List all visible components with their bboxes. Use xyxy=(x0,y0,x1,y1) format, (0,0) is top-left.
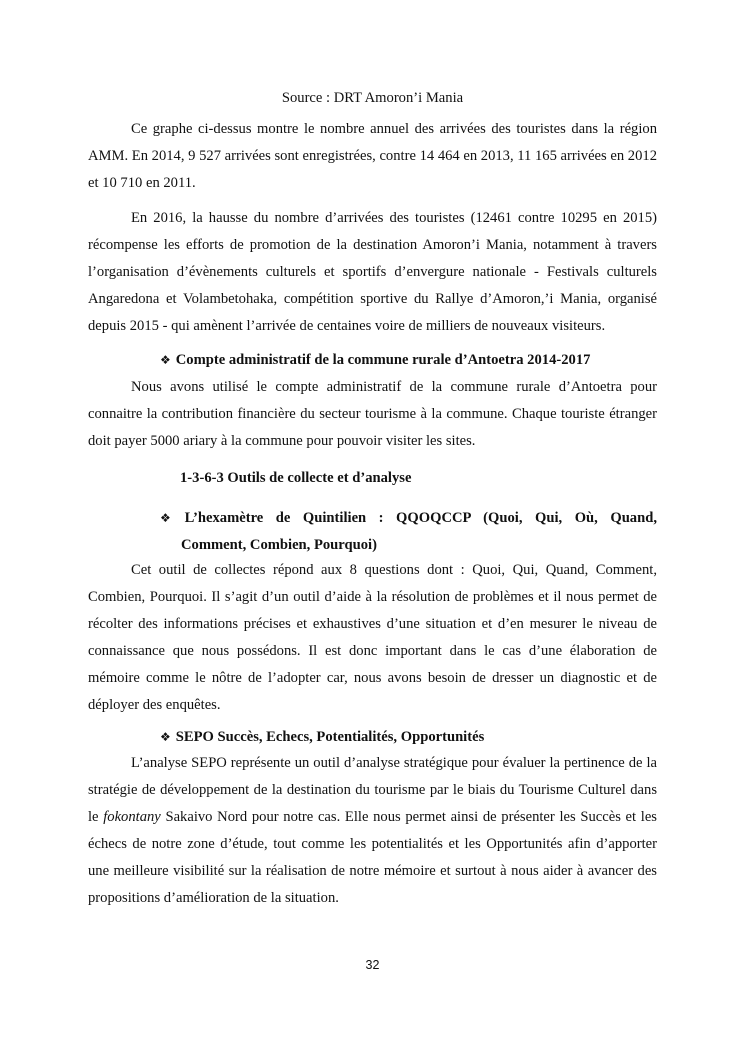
italic-term: fokontany xyxy=(103,809,161,825)
paragraph-text: Ce graphe ci-dessus montre le nombre annuel des arrivées des touristes dans la région AMM. En 2014, 9 527 arrivées sont enregistrées, contre 14 464 en 2013, 11 165 arrivées en 2012 et 10 710 en 2011. xyxy=(88,121,657,191)
paragraph-text: Nous avons utilisé le compte administratif de la commune rurale d’Antoetra pour connaitre la contribution financière du secteur tourisme à la commune. Chaque touriste étranger doit payer 5000 ariary à la commune pour pouvoir visiter les sites. xyxy=(88,379,657,449)
paragraph-qqoqccp xyxy=(88,557,657,719)
section-heading-outils: 1-3-6-3 Outils de collecte et d’analyse xyxy=(180,470,412,486)
paragraph-text: Cet outil de collectes répond aux 8 questions dont : Quoi, Qui, Quand, Comment, Combien, Pourquoi. Il s’agit d’un outil d’aide à la résolution de problèmes et il nous permet de récolter des informations précises et exhaustives d’une situation et d’en mesurer le niveau de connaissance que nous possédons. Il est donc important dans le cas d’une élaboration de mémoire comme le nôtre de l’adopter car, nous avons besoin de dresser un diagnostic et de déployer des enquêtes. xyxy=(88,562,657,713)
paragraph-text xyxy=(88,750,657,912)
paragraph-text: En 2016, la hausse du nombre d’arrivées des touristes (12461 contre 10295 en 2015) récompense les efforts de promotion de la destination Amoron’i Mania, notamment à travers l’organisation d’évènements culturels et sportifs d’envergure nationale - Festivals culturels Angaredona et Volambetohaka, compétition sportive du Rallye d’Amoron,’i Mania, organisé depuis 2015 - qui amènent l’arrivée de centaines voire de milliers de nouveaux visiteurs. xyxy=(88,210,657,334)
paragraph-sepo xyxy=(88,750,657,912)
heading-text: Compte administratif de la commune rurale d’Antoetra 2014-2017 xyxy=(175,352,591,368)
diamond-bullet-icon: ❖ xyxy=(160,511,180,525)
heading-line-1 xyxy=(160,505,657,532)
heading-text: SEPO Succès, Echecs, Potentialités, Opportunités xyxy=(175,729,485,745)
paragraph-compte xyxy=(88,374,657,455)
paragraph-2016 xyxy=(88,205,657,340)
paragraph-arrivals xyxy=(88,116,657,197)
diamond-bullet-icon: ❖ xyxy=(160,730,171,744)
source-caption: Source : DRT Amoron’i Mania xyxy=(281,90,464,106)
heading-sepo xyxy=(160,724,484,751)
diamond-bullet-icon: ❖ xyxy=(160,353,171,367)
heading-line-2: Comment, Combien, Pourquoi) xyxy=(181,537,377,553)
heading-compte-administratif xyxy=(160,347,590,374)
document-page xyxy=(88,0,657,1053)
heading-quintilien xyxy=(160,505,657,559)
heading-text: L’hexamètre de Quintilien : QQOQCCP (Quoi, Qui, Où, Quand, xyxy=(184,510,657,526)
page-number: 32 xyxy=(365,958,380,972)
text-run: Sakaivo Nord pour notre cas. Elle nous permet ainsi de présenter les Succès et les échecs de notre zone d’étude, tout comme les potentialités et les Opportunités afin d’apporter une meilleure visibilité sur la réalisation de notre mémoire et surtout à nous aider à avancer des propositions d’amélioration de la situation. xyxy=(88,809,657,906)
text-run: L’analyse SEPO représente un outil d’analyse stratégique pour évaluer la pertinence de la stratégie de développement de la destination du tourisme par le biais du Tourisme Culturel dans le xyxy=(88,755,657,825)
